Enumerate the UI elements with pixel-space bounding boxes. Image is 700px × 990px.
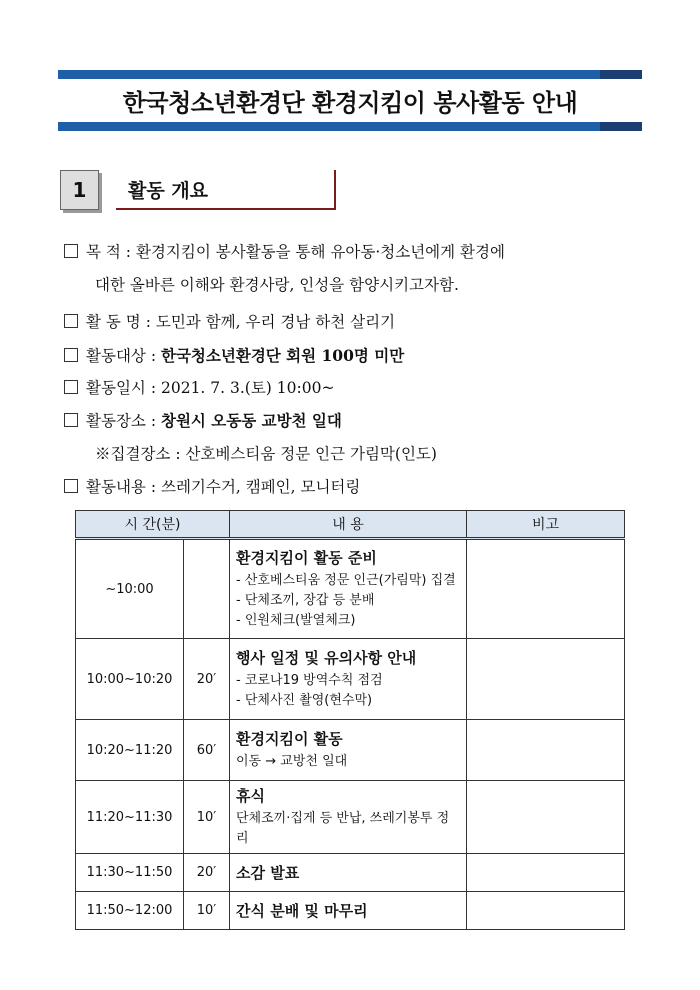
row-content bbox=[230, 539, 467, 639]
row-duration: 20′ bbox=[184, 639, 230, 720]
row-time: 11:50~12:00 bbox=[76, 892, 184, 930]
item-value: 도민과 함께, 우리 경남 하천 살리기 bbox=[155, 313, 396, 331]
row-note bbox=[467, 539, 625, 639]
item-label: 활 동 명 bbox=[86, 313, 141, 331]
table-header-row bbox=[76, 511, 625, 539]
overview-item-date bbox=[64, 376, 334, 398]
row-duration: 20′ bbox=[184, 854, 230, 892]
overview-item-place bbox=[64, 409, 342, 431]
item-sep: : bbox=[140, 313, 156, 331]
table-row bbox=[76, 720, 625, 781]
row-note bbox=[467, 781, 625, 854]
checkbox-icon bbox=[64, 348, 78, 362]
table-row bbox=[76, 892, 625, 930]
row-detail: - 코로나19 방역수칙 점검 bbox=[236, 673, 383, 688]
row-detail: - 단체조끼, 장갑 등 분배 bbox=[236, 593, 375, 608]
row-note bbox=[467, 892, 625, 930]
section-number: 1 bbox=[60, 170, 99, 210]
item-value: 2021. 7. 3.(토) 10:00~ bbox=[160, 379, 335, 397]
checkbox-icon bbox=[64, 314, 78, 328]
row-title: 소감 발표 bbox=[236, 864, 300, 882]
item-label: 활동대상 bbox=[86, 347, 146, 365]
title-banner bbox=[58, 70, 642, 132]
row-detail: - 산호베스티움 정문 인근(가림막) 집결 bbox=[236, 573, 456, 588]
checkbox-icon bbox=[64, 413, 78, 427]
row-content bbox=[230, 781, 467, 854]
row-time: ~10:00 bbox=[76, 539, 184, 639]
header-content: 내 용 bbox=[230, 511, 467, 539]
row-content bbox=[230, 720, 467, 781]
page-title: 한국청소년환경단 환경지킴이 봉사활동 안내 bbox=[122, 89, 578, 117]
overview-item-purpose bbox=[64, 240, 505, 262]
table-row bbox=[76, 639, 625, 720]
table-row bbox=[76, 854, 625, 892]
item-value: 쓰레기수거, 캠페인, 모니터링 bbox=[160, 478, 361, 496]
checkbox-icon bbox=[64, 479, 78, 493]
overview-item-target bbox=[64, 344, 404, 366]
header-note: 비고 bbox=[467, 511, 625, 539]
title-bar-bottom bbox=[58, 122, 642, 131]
title-bar-top bbox=[58, 70, 642, 79]
row-detail: 단체조끼·집게 등 반납, 쓰레기봉투 정리 bbox=[236, 811, 450, 846]
item-sep: : bbox=[145, 478, 161, 496]
row-time: 11:20~11:30 bbox=[76, 781, 184, 854]
item-value: 한국청소년환경단 회원 100명 미만 bbox=[160, 346, 405, 365]
item-label: 활동일시 bbox=[86, 379, 146, 397]
row-content bbox=[230, 639, 467, 720]
overview-item-purpose-cont: 대한 올바른 이해와 환경사랑, 인성을 함양시키고자함. bbox=[95, 276, 459, 294]
row-content bbox=[230, 854, 467, 892]
table-row bbox=[76, 539, 625, 639]
row-content bbox=[230, 892, 467, 930]
row-note bbox=[467, 720, 625, 781]
item-label: 활동장소 bbox=[86, 412, 146, 430]
row-time: 11:30~11:50 bbox=[76, 854, 184, 892]
item-label: 활동내용 bbox=[86, 478, 146, 496]
checkbox-icon bbox=[64, 380, 78, 394]
item-value: 창원시 오동동 교방천 일대 bbox=[160, 411, 342, 430]
row-title: 휴식 bbox=[236, 787, 265, 805]
row-title: 간식 분배 및 마무리 bbox=[236, 902, 368, 920]
item-sep: : bbox=[120, 243, 136, 261]
overview-item-name bbox=[64, 310, 395, 332]
row-duration: 10′ bbox=[184, 781, 230, 854]
overview-item-meeting-point: ※집결장소 : 산호베스티움 정문 인근 가림막(인도) bbox=[95, 445, 437, 463]
section-title: 활동 개요 bbox=[128, 180, 209, 202]
item-sep: : bbox=[145, 347, 161, 365]
overview-item-content bbox=[64, 475, 360, 497]
row-duration: 60′ bbox=[184, 720, 230, 781]
row-time: 10:20~11:20 bbox=[76, 720, 184, 781]
table-row bbox=[76, 781, 625, 854]
checkbox-icon bbox=[64, 244, 78, 258]
row-detail: - 단체사진 촬영(현수막) bbox=[236, 693, 373, 708]
schedule-table bbox=[75, 510, 625, 930]
row-duration: 10′ bbox=[184, 892, 230, 930]
item-sep: : bbox=[145, 412, 161, 430]
item-value: 환경지킴이 봉사활동을 통해 유아동·청소년에게 환경에 bbox=[135, 243, 505, 261]
section-title-box bbox=[116, 170, 334, 210]
item-sep: : bbox=[145, 379, 161, 397]
header-time: 시 간(분) bbox=[76, 511, 230, 539]
row-title: 행사 일정 및 유의사항 안내 bbox=[236, 649, 417, 667]
row-title: 환경지킴이 활동 bbox=[236, 730, 343, 748]
row-detail: 이동 → 교방천 일대 bbox=[236, 754, 348, 769]
row-time: 10:00~10:20 bbox=[76, 639, 184, 720]
row-detail: - 인원체크(발열체크) bbox=[236, 613, 356, 628]
row-duration bbox=[184, 539, 230, 639]
row-note bbox=[467, 639, 625, 720]
item-label: 목 적 bbox=[86, 243, 121, 261]
row-title: 환경지킴이 활동 준비 bbox=[236, 549, 377, 567]
row-note bbox=[467, 854, 625, 892]
